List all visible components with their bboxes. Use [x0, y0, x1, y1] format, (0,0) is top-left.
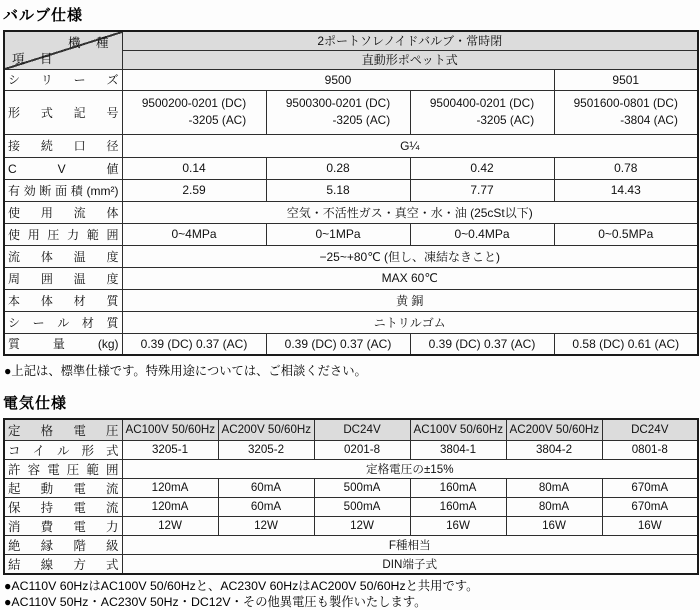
cv-value: 0.14	[122, 157, 266, 179]
valve-subtype-header: 直動形ポペット式	[122, 50, 698, 69]
electric-spec-title: 電気仕様	[3, 395, 68, 412]
ambient-temp-label: 周 囲 温 度	[4, 267, 122, 289]
wiring-method-value: DIN端子式	[122, 554, 698, 574]
cv-label: C V 値	[4, 157, 122, 179]
rated-voltage-value: DC24V	[314, 419, 410, 440]
area-value: 7.77	[410, 179, 554, 201]
row-wiring-method	[4, 554, 698, 574]
model-ac: -3205 (AC)	[188, 113, 247, 127]
series-label: シ リ ー ズ	[4, 69, 122, 90]
pressure-value: 0~0.5MPa	[554, 223, 698, 245]
inrush-current-value: 60mA	[218, 478, 314, 497]
pressure-value: 0~4MPa	[122, 223, 266, 245]
series-9500: 9500	[122, 69, 554, 90]
power-consumption-value: 16W	[410, 516, 506, 535]
footnote-line: ●AC110V 60HzはAC100V 50/60Hzと、AC230V 60HzはAC200V 50/60Hzと共用です。	[4, 578, 479, 593]
electric-footnotes	[3, 579, 697, 610]
holding-current-value: 670mA	[602, 497, 698, 516]
cv-value: 0.28	[266, 157, 410, 179]
allowable-voltage-value: 定格電圧の±15%	[122, 459, 698, 478]
row-pressure-range	[4, 223, 698, 245]
seal-material-label: シ ー ル 材 質	[4, 311, 122, 333]
area-label: 有 効 断 面 積 (mm²)	[4, 179, 122, 201]
seal-material-value: ニトリルゴム	[122, 311, 698, 333]
row-holding-current	[4, 497, 698, 516]
pressure-value: 0~0.4MPa	[410, 223, 554, 245]
inrush-current-label: 起 動 電 流	[4, 478, 122, 497]
mass-label: 質 量 (kg)	[4, 333, 122, 355]
mass-value: 0.39 (DC) 0.37 (AC)	[410, 333, 554, 355]
row-series	[4, 69, 698, 90]
wiring-method-label: 結 線 方 式	[4, 554, 122, 574]
power-consumption-value: 12W	[314, 516, 410, 535]
power-consumption-value: 16W	[506, 516, 602, 535]
holding-current-label: 保 持 電 流	[4, 497, 122, 516]
row-body-material	[4, 289, 698, 311]
model-cell	[122, 90, 266, 134]
series-9501: 9501	[554, 69, 698, 90]
model-dc: 9500300-0201 (DC)	[285, 95, 391, 110]
valve-type-header: 2ポートソレノイドバルブ・常時閉	[122, 31, 698, 50]
holding-current-value: 500mA	[314, 497, 410, 516]
fluid-value: 空気・不活性ガス・真空・水・油 (25cSt以下)	[122, 201, 698, 223]
area-value: 14.43	[554, 179, 698, 201]
model-ac: -3205 (AC)	[332, 113, 391, 127]
holding-current-value: 120mA	[122, 497, 218, 516]
fluid-label: 使 用 流 体	[4, 201, 122, 223]
holding-current-value: 160mA	[410, 497, 506, 516]
inrush-current-value: 120mA	[122, 478, 218, 497]
fluid-temp-value: −25~+80℃ (但し、凍結なきこと)	[122, 245, 698, 267]
coil-type-value: 3205-2	[218, 440, 314, 459]
port-label: 接 続 口 径	[4, 134, 122, 157]
body-material-label: 本 体 材 質	[4, 289, 122, 311]
footnote-line: ●AC110V 50Hz・AC230V 50Hz・DC12V・その他異電圧も製作いたします。	[4, 594, 427, 609]
row-port-size	[4, 134, 698, 157]
valve-note: ●上記は、標準仕様です。特殊用途については、ご相談ください。	[4, 364, 367, 378]
coil-type-label: コ イ ル 形 式	[4, 440, 122, 459]
model-cell	[410, 90, 554, 134]
row-rated-voltage	[4, 419, 698, 440]
row-model-code	[4, 90, 698, 134]
pressure-label: 使 用 圧 力 範 囲	[4, 223, 122, 245]
model-ac: -3205 (AC)	[476, 113, 535, 127]
rated-voltage-value: AC200V 50/60Hz	[506, 419, 602, 440]
mass-value: 0.39 (DC) 0.37 (AC)	[122, 333, 266, 355]
row-insulation-class	[4, 535, 698, 554]
coil-type-value: 3205-1	[122, 440, 218, 459]
valve-spec-title: バルブ仕様	[3, 7, 84, 24]
row-power-consumption	[4, 516, 698, 535]
row-ambient-temp	[4, 267, 698, 289]
rated-voltage-value: AC100V 50/60Hz	[122, 419, 218, 440]
model-cell	[266, 90, 410, 134]
power-consumption-value: 16W	[602, 516, 698, 535]
power-consumption-value: 12W	[122, 516, 218, 535]
rated-voltage-value: AC200V 50/60Hz	[218, 419, 314, 440]
mass-value: 0.58 (DC) 0.61 (AC)	[554, 333, 698, 355]
fluid-temp-label: 流 体 温 度	[4, 245, 122, 267]
row-seal-material	[4, 311, 698, 333]
inrush-current-value: 670mA	[602, 478, 698, 497]
coil-type-value: 0801-8	[602, 440, 698, 459]
holding-current-value: 60mA	[218, 497, 314, 516]
electric-spec-table	[3, 418, 699, 575]
coil-type-value: 0201-8	[314, 440, 410, 459]
row-fluid	[4, 201, 698, 223]
cv-value: 0.42	[410, 157, 554, 179]
cv-value: 0.78	[554, 157, 698, 179]
valve-spec-table	[3, 30, 699, 356]
corner-machine-label: 機 種	[68, 36, 115, 50]
row-mass	[4, 333, 698, 355]
row-coil-type	[4, 440, 698, 459]
coil-type-value: 3804-2	[506, 440, 602, 459]
rated-voltage-value: DC24V	[602, 419, 698, 440]
corner-cell	[4, 31, 122, 69]
row-allowable-voltage	[4, 459, 698, 478]
corner-item-label: 項 目	[12, 51, 59, 66]
port-value: G¼	[122, 134, 698, 157]
body-material-value: 黄 銅	[122, 289, 698, 311]
model-dc: 9500400-0201 (DC)	[429, 95, 535, 110]
power-consumption-label: 消 費 電 力	[4, 516, 122, 535]
row-cv	[4, 157, 698, 179]
model-ac: -3804 (AC)	[620, 113, 678, 127]
holding-current-value: 80mA	[506, 497, 602, 516]
inrush-current-value: 80mA	[506, 478, 602, 497]
area-value: 5.18	[266, 179, 410, 201]
insulation-class-value: F種相当	[122, 535, 698, 554]
allowable-voltage-label: 許 容 電 圧 範 囲	[4, 459, 122, 478]
area-value: 2.59	[122, 179, 266, 201]
row-effective-area	[4, 179, 698, 201]
model-dc: 9500200-0201 (DC)	[141, 95, 247, 110]
rated-voltage-label: 定 格 電 圧	[4, 419, 122, 440]
mass-value: 0.39 (DC) 0.37 (AC)	[266, 333, 410, 355]
model-dc: 9501600-0801 (DC)	[573, 95, 678, 110]
rated-voltage-value: AC100V 50/60Hz	[410, 419, 506, 440]
power-consumption-value: 12W	[218, 516, 314, 535]
row-inrush-current	[4, 478, 698, 497]
row-fluid-temp	[4, 245, 698, 267]
insulation-class-label: 絶 縁 階 級	[4, 535, 122, 554]
ambient-temp-value: MAX 60℃	[122, 267, 698, 289]
inrush-current-value: 500mA	[314, 478, 410, 497]
model-cell	[554, 90, 698, 134]
coil-type-value: 3804-1	[410, 440, 506, 459]
model-label: 形 式 記 号	[4, 90, 122, 134]
valve-header-row-1	[4, 31, 698, 50]
pressure-value: 0~1MPa	[266, 223, 410, 245]
inrush-current-value: 160mA	[410, 478, 506, 497]
